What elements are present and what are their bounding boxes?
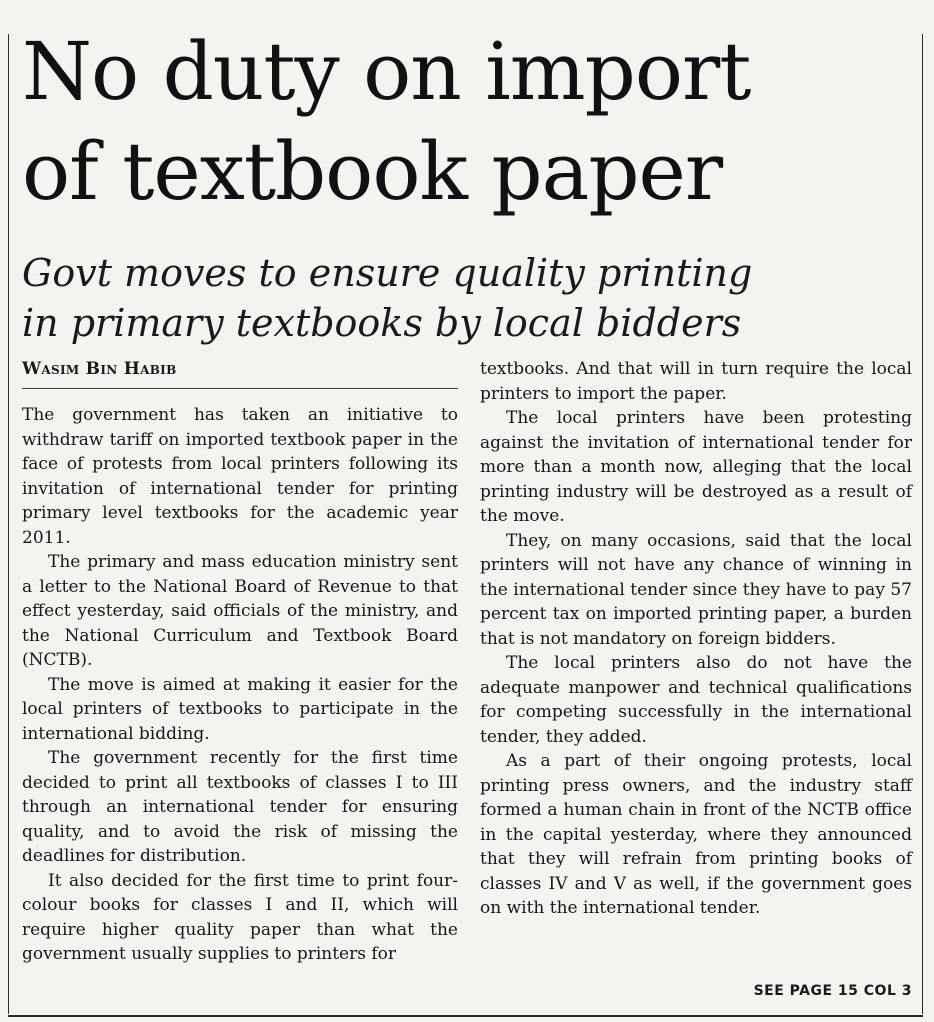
paragraph: It also decided for the first time to print four-colour books for classes I and II, which will require higher quality paper than what the government usually supplies to printers for [22, 870, 458, 964]
continuation-jump-line: SEE PAGE 15 COL 3 [753, 983, 912, 999]
headline-line-1: No duty on import [22, 25, 751, 118]
subheadline-line-2: in primary textbooks by local bidders [22, 301, 742, 345]
headline [22, 22, 922, 222]
paragraph: textbooks. And that will in turn require the local printers to import the paper. [480, 359, 912, 404]
bottom-border-rule [8, 1015, 923, 1017]
paragraph: The government recently for the first time decided to print all textbooks of classes I to III through an international tender for ensuring quality, and to avoid the risk of missing the deadlines for distribution. [22, 748, 458, 866]
left-column [22, 403, 458, 967]
byline: Wasim Bin Habib [22, 359, 177, 379]
right-column [480, 357, 912, 921]
paragraph: As a part of their ongoing protests, local printing press owners, and the industry staff formed a human chain in front of the NCTB office in the capital yesterday, where they announced that they will refrain from printing books of classes IV and V as well, if the government goes on with the international tender. [480, 751, 912, 918]
left-border-rule [8, 34, 9, 1014]
subheadline [22, 248, 922, 348]
paragraph: The government has taken an initiative to withdraw tariff on imported textbook paper in the face of protests from local printers following its invitation of international tender for printing primary level textbooks for the academic year 2011. [22, 405, 458, 548]
right-border-rule [922, 34, 923, 1014]
paragraph: The primary and mass education ministry sent a letter to the National Board of Revenue to that effect yesterday, said officials of the ministry, and the National Curriculum and Textbook Board (NCTB). [22, 552, 458, 670]
paragraph: The move is aimed at making it easier for the local printers of textbooks to participate in the international bidding. [22, 674, 458, 744]
subheadline-line-1: Govt moves to ensure quality printing [22, 251, 753, 295]
paragraph: They, on many occasions, said that the local printers will not have any chance of winning in the international tender since they have to pay 57 percent tax on imported printing paper, a burden that is not mandatory on foreign bidders. [480, 530, 912, 649]
paragraph: The local printers have been protesting against the invitation of international tender for more than a month now, alleging that the local printing industry will be destroyed as a result of the move. [480, 408, 912, 526]
headline-line-2: of textbook paper [22, 125, 723, 218]
paragraph: The local printers also do not have the adequate manpower and technical qualifications for competing successfully in the international tender, they added. [480, 653, 912, 747]
byline-divider [22, 388, 458, 389]
